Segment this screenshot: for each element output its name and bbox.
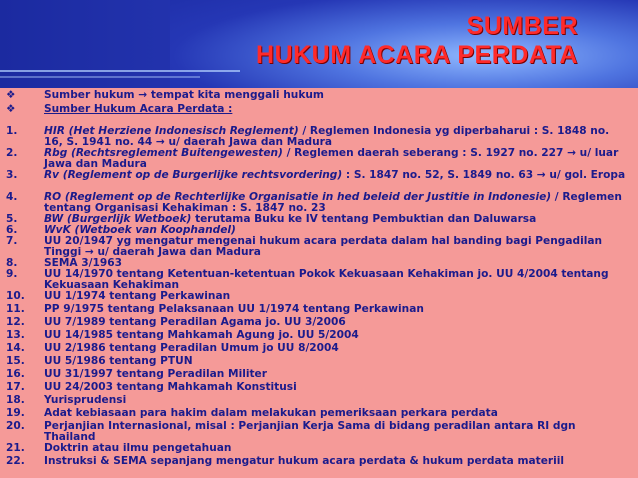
item-text xyxy=(44,192,630,214)
item-plain: PP 9/1975 tentang Pelaksanaan UU 1/1974 tentang Perkawinan xyxy=(44,303,424,315)
title-line-2: HUKUM ACARA PERDATA xyxy=(256,41,578,69)
item-text xyxy=(44,421,630,443)
item-number: 4. xyxy=(6,191,18,203)
item-text xyxy=(44,395,630,406)
item-plain: terutama Buku ke IV tentang Pembuktian dan Daluwarsa xyxy=(191,213,537,225)
bullet-item xyxy=(6,90,324,101)
item-text xyxy=(44,269,630,291)
header-stripe xyxy=(0,76,200,78)
item-plain: / Reglemen daerah seberang : S. 1927 no. 227 → u/ luar Jawa dan Madura xyxy=(44,147,619,170)
header-stripe xyxy=(0,70,240,72)
bullet-text: Sumber Hukum Acara Perdata : xyxy=(44,103,233,115)
item-text xyxy=(44,408,630,419)
item-plain: UU 14/1970 tentang Ketentuan-ketentuan Pokok Kekuasaan Kehakiman jo. UU 4/2004 tentang Kekuasaan Kehakiman xyxy=(44,268,609,291)
item-number: 21. xyxy=(6,442,25,454)
item-italic: BW (Burgerlijk Wetboek) xyxy=(44,213,192,225)
item-number: 12. xyxy=(6,316,25,328)
item-plain: UU 1/1974 tentang Perkawinan xyxy=(44,290,231,302)
item-plain: UU 24/2003 tentang Mahkamah Konstitusi xyxy=(44,381,297,393)
item-number: 11. xyxy=(6,303,25,315)
page-title xyxy=(256,12,578,70)
diamond-bullet-icon: ❖ xyxy=(6,89,16,101)
item-text xyxy=(44,126,630,148)
item-text xyxy=(44,291,630,302)
item-plain: UU 5/1986 tentang PTUN xyxy=(44,355,193,367)
item-italic: WvK (Wetboek van Koophandel) xyxy=(44,224,236,236)
item-plain: Doktrin atau ilmu pengetahuan xyxy=(44,442,232,454)
item-text xyxy=(44,236,630,258)
item-number: 2. xyxy=(6,147,18,159)
bullet-text: Sumber hukum → tempat kita menggali hukum xyxy=(44,89,324,101)
item-text xyxy=(44,356,630,367)
item-italic: RO (Reglement op de Rechterlijke Organisatie in hed beleid der Justitie in Indonesie) xyxy=(44,191,552,203)
item-plain: Adat kebiasaan para hakim dalam melakukan pemeriksaan perkara perdata xyxy=(44,407,498,419)
item-plain: SEMA 3/1963 xyxy=(44,257,123,269)
item-plain: Instruksi & SEMA sepanjang mengatur hukum acara perdata & hukum perdata materiil xyxy=(44,455,565,467)
item-text xyxy=(44,456,630,467)
diamond-bullet-icon: ❖ xyxy=(6,103,16,115)
item-plain: Yurisprudensi xyxy=(44,394,127,406)
item-number: 8. xyxy=(6,257,18,269)
item-plain: UU 14/1985 tentang Mahkamah Agung jo. UU 5/2004 xyxy=(44,329,359,341)
item-plain: UU 31/1997 tentang Peradilan Militer xyxy=(44,368,267,380)
item-number: 10. xyxy=(6,290,25,302)
item-plain: UU 2/1986 tentang Peradilan Umum jo UU 8/2004 xyxy=(44,342,339,354)
item-italic: HIR (Het Herziene Indonesisch Reglement) xyxy=(44,125,299,137)
item-text xyxy=(44,382,630,393)
item-number: 9. xyxy=(6,268,18,280)
title-header xyxy=(0,0,638,88)
item-plain: Perjanjian Internasional, misal : Perjanjian Kerja Sama di bidang peradilan antara RI dgn Thailand xyxy=(44,420,576,443)
item-text xyxy=(44,304,630,315)
item-number: 5. xyxy=(6,213,18,225)
item-number: 20. xyxy=(6,420,25,432)
item-italic: Rbg (Rechtsreglement Buitengewesten) xyxy=(44,147,283,159)
item-number: 7. xyxy=(6,235,18,247)
item-plain: / Reglemen Indonesia yg diperbaharui : S. 1848 no. 16, S. 1941 no. 44 → u/ daerah Jawa dan Madura xyxy=(44,125,610,148)
item-number: 13. xyxy=(6,329,25,341)
item-text xyxy=(44,148,630,170)
item-text xyxy=(44,443,630,454)
item-italic: Rv (Reglement op de Burgerlijke rechtsvordering) xyxy=(44,169,343,181)
item-plain: / Reglemen tentang Organisasi Kehakiman : S. 1847 no. 23 xyxy=(44,191,622,214)
item-text xyxy=(44,170,630,181)
item-number: 15. xyxy=(6,355,25,367)
item-plain: : S. 1847 no. 52, S. 1849 no. 63 → u/ gol. Eropa xyxy=(342,169,626,181)
bullet-item xyxy=(6,104,232,115)
item-text xyxy=(44,317,630,328)
item-number: 6. xyxy=(6,224,18,236)
item-text xyxy=(44,330,630,341)
item-number: 3. xyxy=(6,169,18,181)
item-number: 19. xyxy=(6,407,25,419)
item-text xyxy=(44,343,630,354)
item-number: 17. xyxy=(6,381,25,393)
item-number: 18. xyxy=(6,394,25,406)
item-number: 22. xyxy=(6,455,25,467)
item-number: 16. xyxy=(6,368,25,380)
title-line-1: SUMBER xyxy=(466,12,578,40)
item-number: 14. xyxy=(6,342,25,354)
item-number: 1. xyxy=(6,125,18,137)
item-text xyxy=(44,369,630,380)
item-plain: UU 20/1947 yg mengatur mengenai hukum acara perdata dalam hal banding bagi Pengadilan Tinggi → u/ daerah Jawa dan Madura xyxy=(44,235,603,258)
item-plain: UU 7/1989 tentang Peradilan Agama jo. UU 3/2006 xyxy=(44,316,346,328)
